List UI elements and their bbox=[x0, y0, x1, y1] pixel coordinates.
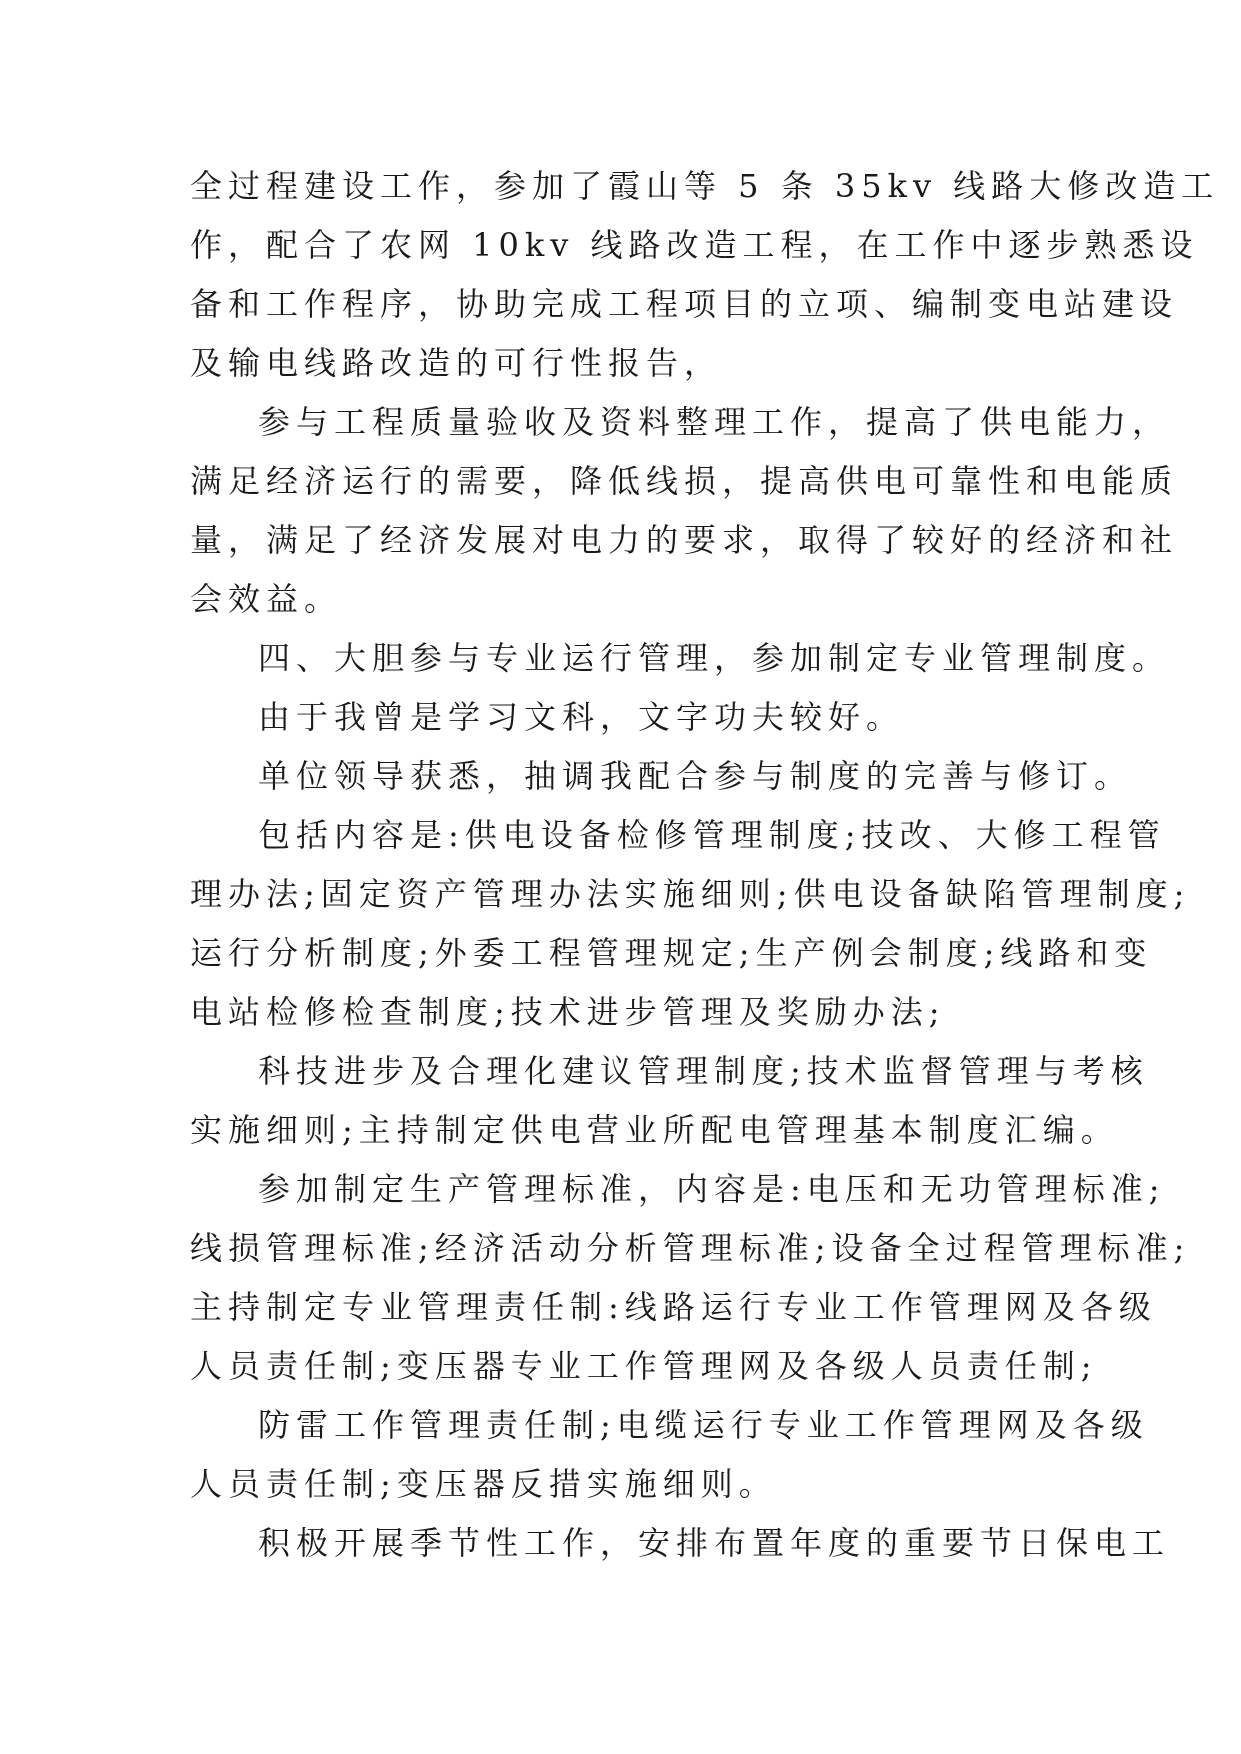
text-line: 量，满足了经济发展对电力的要求，取得了较好的经济和社 bbox=[190, 521, 1179, 559]
text-line: 实施细则;主持制定供电营业所配电管理基本制度汇编。 bbox=[190, 1111, 1119, 1149]
paragraph-start-line: 参与工程质量验收及资料整理工作，提高了供电能力， bbox=[258, 403, 1171, 441]
text-line: 人员责任制;变压器专业工作管理网及各级人员责任制; bbox=[190, 1347, 1098, 1385]
text-line: 作，配合了农网 10kv 线路改造工程，在工作中逐步熟悉设 bbox=[190, 226, 1199, 264]
paragraph-start-line: 参加制定生产管理标准，内容是:电压和无功管理标准; bbox=[258, 1170, 1166, 1208]
text-line: 运行分析制度;外委工程管理规定;生产例会制度;线路和变 bbox=[190, 934, 1153, 972]
paragraph-start-line: 科技进步及合理化建议管理制度;技术监督管理与考核 bbox=[258, 1052, 1149, 1090]
paragraph-start-line: 积极开展季节性工作，安排布置年度的重要节日保电工 bbox=[258, 1524, 1171, 1562]
text-line: 全过程建设工作，参加了霞山等 5 条 35kv 线路大修改造工 bbox=[190, 167, 1220, 205]
paragraph-start-line: 包括内容是:供电设备检修管理制度;技改、大修工程管 bbox=[258, 816, 1166, 854]
paragraph-start-line: 单位领导获悉，抽调我配合参与制度的完善与修订。 bbox=[258, 757, 1133, 795]
text-line: 及输电线路改造的可行性报告， bbox=[190, 344, 723, 382]
section-heading-line: 四、大胆参与专业运行管理，参加制定专业管理制度。 bbox=[258, 639, 1171, 677]
text-line: 线损管理标准;经济活动分析管理标准;设备全过程管理标准; bbox=[190, 1229, 1191, 1267]
text-line: 备和工作程序，协助完成工程项目的立项、编制变电站建设 bbox=[190, 285, 1179, 323]
text-line: 电站检修检查制度;技术进步管理及奖励办法; bbox=[190, 993, 946, 1031]
document-body bbox=[190, 157, 1220, 1573]
text-line: 人员责任制;变压器反措实施细则。 bbox=[190, 1465, 777, 1503]
text-line: 主持制定专业管理责任制:线路运行专业工作管理网及各级 bbox=[190, 1288, 1157, 1326]
text-line: 理办法;固定资产管理办法实施细则;供电设备缺陷管理制度; bbox=[190, 875, 1191, 913]
paragraph-start-line: 防雷工作管理责任制;电缆运行专业工作管理网及各级 bbox=[258, 1406, 1149, 1444]
text-line: 满足经济运行的需要，降低线损，提高供电可靠性和电能质 bbox=[190, 462, 1179, 500]
paragraph-start-line: 由于我曾是学习文科，文字功夫较好。 bbox=[258, 698, 905, 736]
text-line: 会效益。 bbox=[190, 580, 343, 618]
